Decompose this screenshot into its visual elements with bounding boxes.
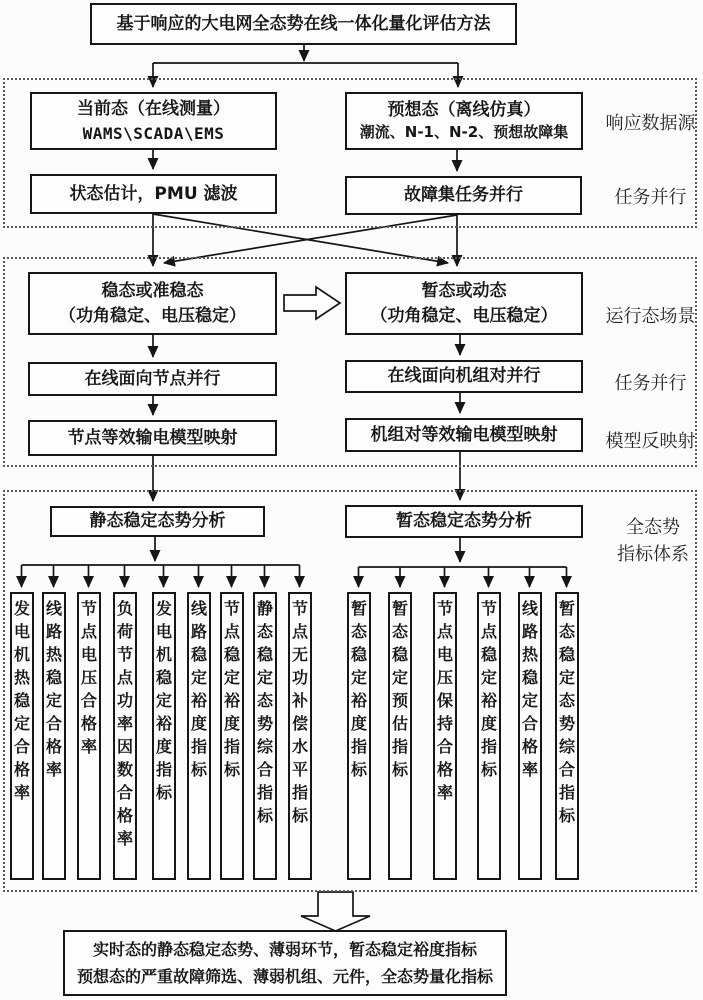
indicator-label: 发电机稳定裕度指标	[155, 599, 172, 802]
indicator-box-right-2	[388, 592, 412, 880]
transient-analysis-label: 暂态稳定态势分析	[396, 511, 532, 532]
indicator-box-right-5	[518, 592, 542, 880]
box-state-estimation	[30, 174, 277, 214]
node-model-label: 节点等效输电模型映射	[67, 427, 238, 448]
transient-line1: 暂态或动态	[421, 280, 507, 301]
box-unitpair-parallel	[345, 360, 583, 393]
current-state-line2: WAMS\SCADA\EMS	[82, 123, 225, 143]
label-task-parallel-2: 任务并行	[614, 373, 687, 394]
box-static-analysis	[50, 506, 265, 537]
indicator-label: 线路稳定裕度指标	[190, 599, 207, 779]
indicator-label: 暂态稳定态势综合指标	[558, 599, 575, 825]
label-indicator-system-line1: 全态势	[626, 517, 680, 538]
box-unitpair-model	[345, 418, 583, 452]
title-box	[90, 3, 517, 45]
steady-line1: 稳态或准稳态	[101, 280, 204, 301]
indicator-box-left-4	[113, 592, 137, 880]
node-parallel-label: 在线面向节点并行	[84, 368, 221, 389]
indicator-box-left-9	[288, 592, 312, 880]
indicator-label: 节点电压保持合格率	[436, 599, 453, 802]
indicator-box-right-1	[347, 592, 371, 880]
box-node-parallel	[28, 362, 277, 396]
result-line1: 实时态的静态稳定态势、薄弱环节，暂态稳定裕度指标	[92, 939, 477, 959]
hollow-down-arrow-icon	[301, 892, 370, 931]
indicator-box-left-3	[77, 592, 101, 880]
indicator-box-left-6	[187, 592, 211, 880]
box-fault-set	[345, 176, 582, 215]
box-current-state	[30, 92, 277, 150]
box-forecast-state	[345, 92, 583, 150]
forecast-state-line1: 预想态（离线仿真）	[387, 99, 541, 120]
label-data-source: 响应数据源	[605, 113, 696, 134]
unitpair-parallel-label: 在线面向机组对并行	[387, 366, 541, 387]
current-state-line1: 当前态（在线测量）	[77, 99, 230, 120]
indicator-box-left-8	[253, 592, 277, 880]
result-line2: 预想态的严重故障筛选、薄弱机组、元件，全态势量化指标	[76, 967, 493, 986]
indicator-label: 静态稳定态势综合指标	[256, 599, 273, 825]
unitpair-model-label: 机组对等效输电模型映射	[370, 424, 558, 445]
box-node-model	[28, 420, 277, 456]
indicator-label: 节点稳定裕度指标	[480, 599, 497, 779]
forecast-state-line2: 潮流、N-1、N-2、预想故障集	[359, 123, 569, 142]
indicator-label: 线路热稳定合格率	[521, 599, 538, 779]
box-transient-state	[345, 272, 583, 335]
transient-line2: （功角稳定、电压稳定）	[370, 305, 558, 326]
indicator-box-left-2	[42, 592, 66, 880]
indicator-box-left-5	[152, 592, 176, 880]
label-task-parallel-1: 任务并行	[614, 187, 687, 208]
indicator-label: 负荷节点功率因数合格率	[116, 599, 133, 848]
static-analysis-label: 静态稳定态势分析	[89, 511, 226, 532]
indicator-label: 发电机热稳定合格率	[13, 599, 30, 802]
indicator-label: 暂态稳定裕度指标	[350, 599, 367, 779]
page-title: 基于响应的大电网全态势在线一体化量化评估方法	[116, 13, 491, 34]
box-transient-analysis	[345, 505, 583, 538]
indicator-label: 节点无功补偿水平指标	[291, 599, 308, 825]
state-estimation-label: 状态估计，PMU 滤波	[69, 183, 238, 204]
label-indicator-system-line2: 指标体系	[617, 544, 689, 565]
indicator-box-left-7	[220, 592, 244, 880]
fault-set-label: 故障集任务并行	[404, 185, 523, 206]
indicator-box-right-6	[555, 592, 579, 880]
indicator-label: 节点电压合格率	[80, 599, 97, 756]
label-scenario: 运行态场景	[605, 306, 696, 327]
indicator-label: 节点稳定裕度指标	[223, 599, 240, 779]
label-model-mapping: 模型反映射	[605, 431, 696, 452]
box-steady-state	[28, 272, 277, 335]
box-result	[63, 930, 507, 996]
indicator-label: 线路热稳定合格率	[45, 599, 62, 779]
indicator-label: 暂态稳定预估指标	[391, 599, 408, 779]
indicator-box-left-1	[10, 592, 34, 880]
indicator-box-right-4	[477, 592, 501, 880]
indicator-box-right-3	[433, 592, 457, 880]
steady-line2: （功角稳定、电压稳定）	[59, 305, 246, 326]
